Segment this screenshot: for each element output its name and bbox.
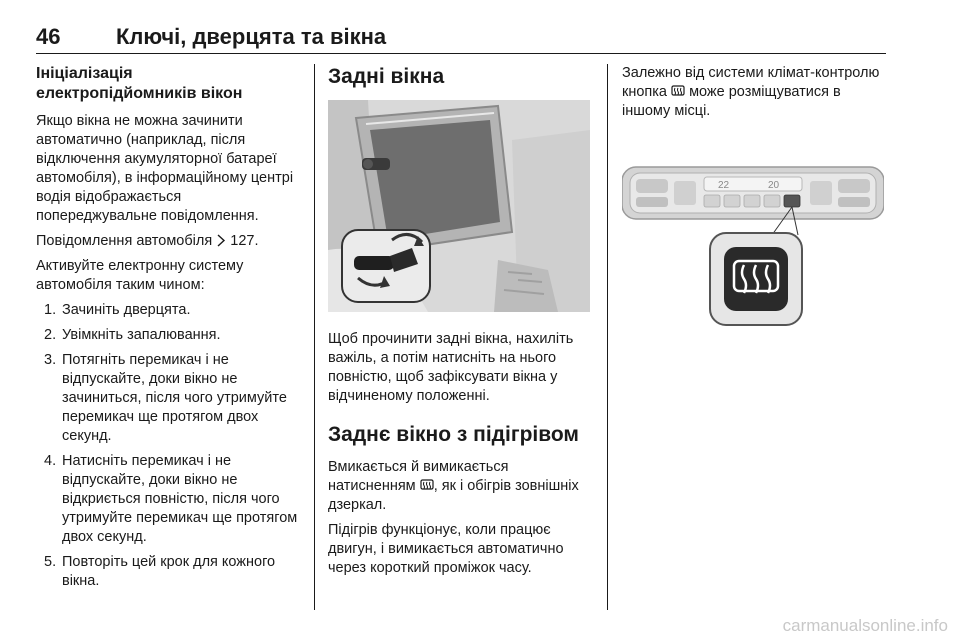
display-temperature-left: 22: [718, 180, 730, 191]
column-divider: [607, 64, 608, 610]
list-item: 3. Потягніть перемикач і не відпускайте, доки вікно не зачиниться, після чого утримуйте перемикач ще протягом двох секунд.: [44, 352, 287, 444]
display-temperature-right: 20: [768, 180, 780, 191]
paragraph-with-icon: Залежно від системи клімат-контролю кнопка може розміщуватися в іншому місці.: [622, 65, 880, 119]
header-rule: [36, 53, 886, 54]
watermark-text: carmanualsonline.info: [782, 616, 948, 635]
page-number: 46: [36, 24, 61, 49]
steps-list: [36, 301, 304, 591]
column-divider: [314, 64, 315, 610]
rear-defrost-icon: [671, 84, 685, 98]
section-heading-heated-rear-window: Заднє вікно з підігрівом: [328, 423, 579, 446]
paragraph-with-reference: Повідомлення автомобіля 127.: [36, 233, 259, 249]
section-heading-rear-windows: Задні вікна: [328, 65, 445, 88]
rear-defrost-icon: [420, 478, 434, 492]
list-item: 1. Зачиніть дверцята.: [44, 302, 191, 318]
rear-window-illustration: [328, 100, 590, 312]
list-item: 5. Повторіть цей крок для кожного вікна.: [44, 554, 276, 589]
column-3: [622, 64, 884, 351]
climate-control-panel-illustration: [622, 161, 884, 351]
paragraph: Якщо вікна не можна зачинити автоматично (наприклад, після відключення акумуляторної батареї автомобіля), в інформаційному центрі водія відображається попереджувальне повідомлення.: [36, 113, 294, 224]
list-item: 4. Натисніть перемикач і не відпускайте, доки вікно не відкриється повністю, після чого утримуйте перемикач ще протягом двох секунд.: [44, 453, 298, 545]
section-heading-initialization: Ініціалізація електропідйомників вікон: [36, 65, 243, 102]
page-reference-icon: [216, 234, 226, 247]
list-item: 2. Увімкніть запалювання.: [44, 327, 221, 343]
paragraph-with-icon: Вмикається й вимикається натисненням , як і обігрів зовнішніх дзеркал.: [328, 459, 579, 513]
page-header: [36, 24, 886, 54]
column-1: [36, 64, 304, 597]
chapter-title: Ключі, дверцята та вікна: [116, 24, 387, 49]
column-2: [328, 64, 598, 584]
paragraph: Щоб прочинити задні вікна, нахиліть важіль, а потім натисніть на нього повністю, щоб зафіксувати вікна у відчиненому положенні.: [328, 331, 574, 404]
paragraph: Активуйте електронну систему автомобіля таким чином:: [36, 258, 244, 293]
paragraph: Підігрів функціонує, коли працює двигун, і вимикається автоматично через короткий проміжок часу.: [328, 522, 564, 576]
page-reference-link[interactable]: 127.: [230, 233, 259, 249]
